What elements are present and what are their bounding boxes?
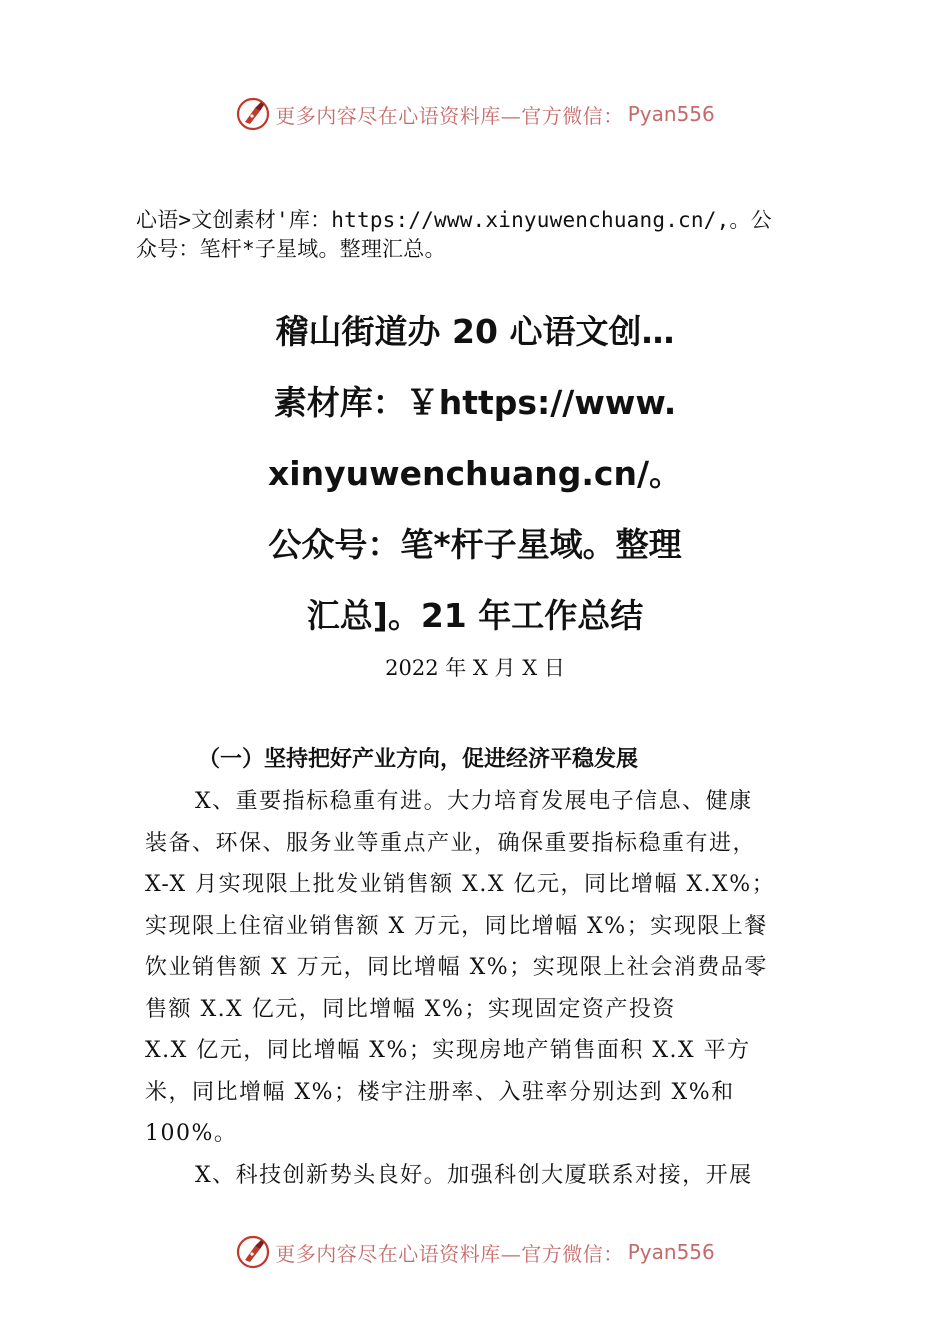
paragraph-line: X.X 亿元，同比增幅 X%；实现房地产销售面积 X.X 平方 (145, 1038, 751, 1063)
source-note (136, 206, 816, 264)
paragraph-line: X、重要指标稳重有进。大力培育发展电子信息、健康 (195, 789, 753, 814)
banner-wechat-id: Pyan556 (627, 102, 715, 126)
body-text (145, 781, 820, 1196)
title-line: 汇总]。21 年工作总结 (306, 596, 644, 635)
header-banner (0, 92, 950, 136)
source-note-line: 心语>文创素材'库：https://www.xinyuwenchuang.cn/,。公 (136, 208, 772, 232)
banner-text: 更多内容尽在心语资料库—官方微信： (275, 1241, 624, 1266)
document-date: 2022 年 X 月 X 日 (385, 656, 565, 680)
paragraph-line: X、科技创新势头良好。加强科创大厦联系对接，开展 (195, 1162, 753, 1188)
title-line: 公众号：笔*杆子星域。整理 (268, 525, 682, 564)
footer-banner (0, 1230, 950, 1274)
paragraph-line: 售额 X.X 亿元，同比增幅 X%；实现固定资产投资 (145, 996, 676, 1022)
paragraph-line: X-X 月实现限上批发业销售额 X.X 亿元，同比增幅 X.X%； (145, 872, 776, 897)
title-line: 稽山街道办 20 心语文创… (275, 312, 675, 351)
paragraph-line: 米，同比增幅 X%；楼宇注册率、入驻率分别达到 X%和 (145, 1079, 735, 1105)
banner-text: 更多内容尽在心语资料库—官方微信： (275, 103, 624, 128)
section-heading: （一）坚持把好产业方向，促进经济平稳发展 (198, 747, 639, 772)
paragraph (145, 781, 820, 1155)
title-line: 素材库：￥https://www. (273, 383, 677, 422)
paragraph-line: 100%。 (145, 1121, 238, 1146)
title-line: xinyuwenchuang.cn/。 (267, 454, 683, 493)
banner-wechat-id: Pyan556 (627, 1240, 715, 1264)
document-title (0, 296, 950, 651)
pen-nib-logo-icon (235, 1234, 271, 1270)
source-note-line: 众号：笔杆*子星域。整理汇总。 (136, 237, 446, 261)
paragraph-line: 饮业销售额 X 万元，同比增幅 X%；实现限上社会消费品零 (145, 955, 768, 980)
pen-nib-logo-icon (235, 96, 271, 132)
paragraph-line: 装备、环保、服务业等重点产业，确保重要指标稳重有进， (145, 830, 757, 856)
paragraph-line: 实现限上住宿业销售额 X 万元，同比增幅 X%；实现限上餐 (145, 913, 768, 939)
paragraph (145, 1155, 820, 1197)
